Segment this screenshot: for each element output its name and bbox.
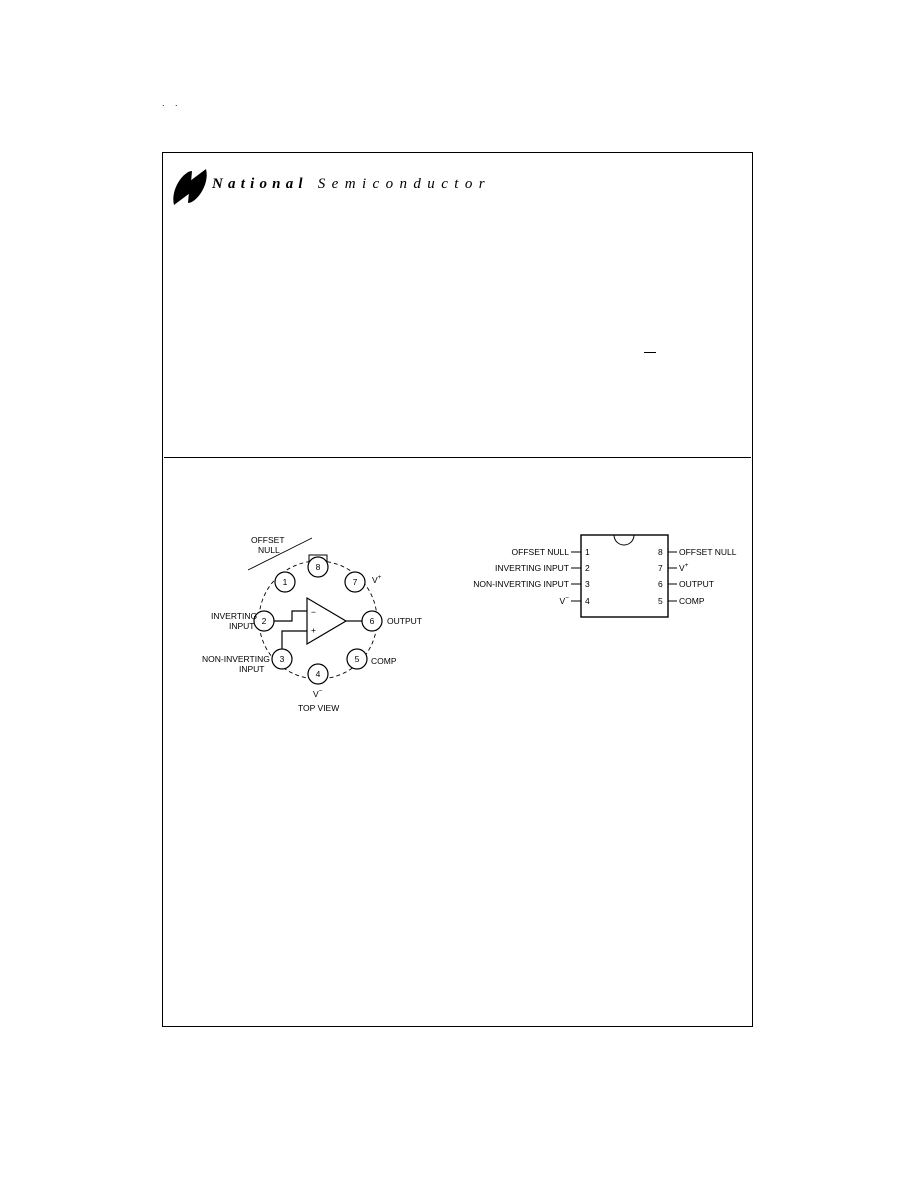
dip-left-pin-numbers <box>585 547 590 606</box>
non-inverting-input-label-line1: NON-INVERTING <box>202 654 270 664</box>
dip-pin-6-num: 6 <box>658 579 663 589</box>
can-v-plus-label: V+ <box>372 574 382 585</box>
dip-pin-3-label: NON-INVERTING INPUT <box>473 579 569 589</box>
dip-pin-5-label: COMP <box>679 596 705 606</box>
dip-pin-4-num: 4 <box>585 596 590 606</box>
offset-null-label-line1: OFFSET <box>251 535 285 545</box>
dip-pin-1-label: OFFSET NULL <box>511 547 569 557</box>
opamp-minus-sign: − <box>311 607 316 617</box>
dip-right-pin-numbers <box>658 547 663 606</box>
offset-null-label-line2: NULL <box>258 545 280 555</box>
can-pin-4-num: 4 <box>315 669 321 679</box>
page-marks: . . <box>162 98 182 108</box>
can-pin-6-num: 6 <box>369 616 375 626</box>
dip-pin-1-num: 1 <box>585 547 590 557</box>
company-name-semiconductor: Semiconductor <box>317 176 491 192</box>
opamp-plus-sign: + <box>311 625 316 635</box>
dip-pin-7-num: 7 <box>658 563 663 573</box>
can-pin-3-num: 3 <box>279 654 285 664</box>
dip-pin-2-label: INVERTING INPUT <box>495 563 569 573</box>
non-inverting-input-label-line2: INPUT <box>239 664 265 674</box>
can-pin-5-num: 5 <box>354 654 360 664</box>
can-pin-8-num: 8 <box>315 562 321 572</box>
can-pin-7-num: 7 <box>352 577 358 587</box>
dip-pin-4-label: V− <box>559 595 569 606</box>
can-pin-2-num: 2 <box>261 616 267 626</box>
can-comp-label: COMP <box>371 656 397 666</box>
dip-pin-8-num: 8 <box>658 547 663 557</box>
can-v-minus-label: V− <box>313 688 323 699</box>
company-name-national: National <box>212 176 308 192</box>
can-output-label: OUTPUT <box>387 616 422 626</box>
dip-pin-8-label: OFFSET NULL <box>679 547 737 557</box>
dip-pin-6-label: OUTPUT <box>679 579 714 589</box>
top-view-label: TOP VIEW <box>298 703 340 713</box>
inverting-input-label-line2: INPUT <box>229 621 255 631</box>
can-pin-1-num: 1 <box>282 577 288 587</box>
dip-pin-2-num: 2 <box>585 563 590 573</box>
dip-pin-7-label: V+ <box>679 562 689 573</box>
dip-pin-5-num: 5 <box>658 596 663 606</box>
dip-right-labels <box>679 547 737 606</box>
dip-left-labels <box>473 547 569 606</box>
dip-pin-3-num: 3 <box>585 579 590 589</box>
inverting-input-label-line1: INVERTING <box>211 611 258 621</box>
